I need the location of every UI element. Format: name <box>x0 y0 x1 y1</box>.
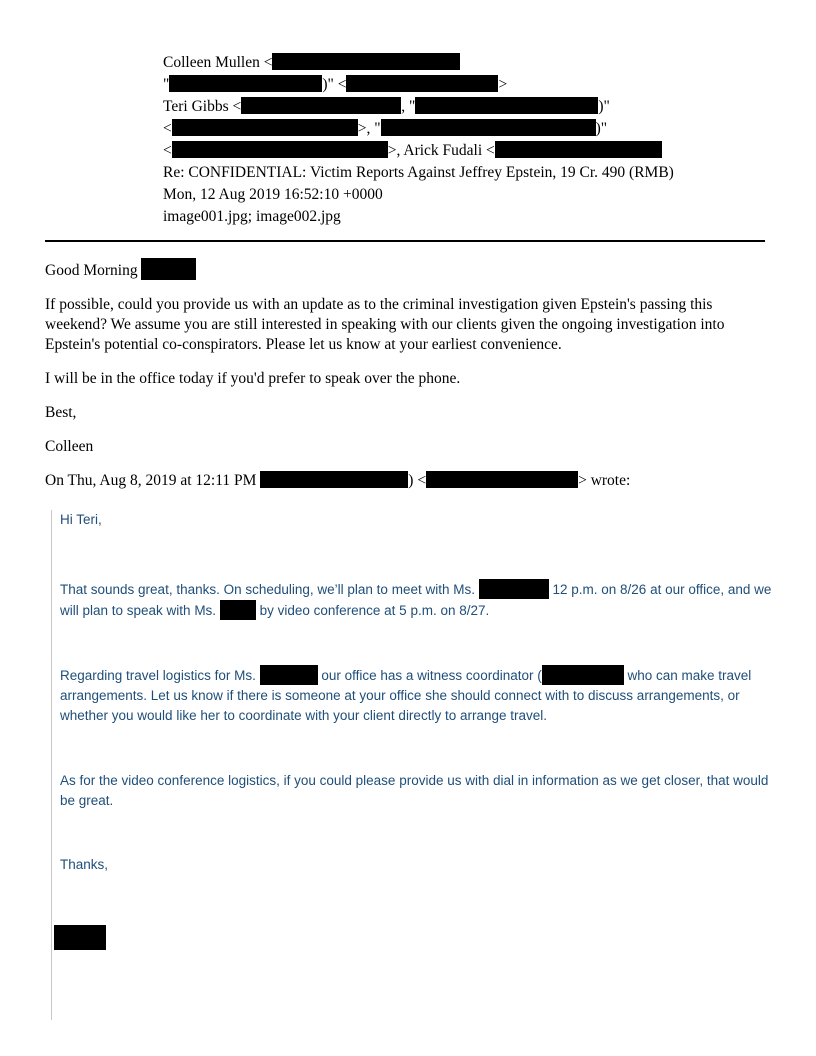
quoted-paragraph-2 <box>60 665 780 726</box>
redaction-block <box>542 665 624 685</box>
cc-separator: )" <box>598 98 610 115</box>
quoted-text: our office has a witness coordinator ( <box>321 668 542 683</box>
body-paragraph: If possible, could you provide us with an update as to the criminal investigation given Epstein's passing this weekend? We assume you are still interested in speaking with our clients given the ongoing investigation into Epstein's potential co-conspirators. Please let us know at your earliest convenience. <box>45 296 725 353</box>
quoted-thanks: Thanks, <box>60 857 109 872</box>
header-divider <box>45 240 765 242</box>
greeting: Good Morning <box>45 262 138 279</box>
redaction-block <box>479 579 549 599</box>
body-paragraph: I will be in the office today if you'd prefer to speak over the phone. <box>45 370 461 387</box>
message-body <box>45 258 770 505</box>
quoted-text: 12 p.m. on 8/26 at our office, and we will plan to speak with Ms. <box>60 582 772 618</box>
redaction-block <box>426 471 578 488</box>
greeting-line <box>45 258 770 281</box>
quoted-text: That sounds great, thanks. On scheduling, we’ll plan to meet with Ms. <box>60 582 475 597</box>
from-name: Colleen Mullen < <box>163 54 273 71</box>
redaction-block <box>381 119 596 136</box>
cc-separator: , " <box>401 98 416 115</box>
quoted-text: who can make travel arrangements. Let us know if there is someone at your office she should connect with to discuss arrangements, or whether you would like her to coordinate with your client directly to arrange travel. <box>60 668 752 723</box>
redaction-block <box>172 141 388 158</box>
quoted-paragraph-3: As for the video conference logistics, if you could please provide us with dial in information as we get closer, that would be great. <box>60 773 769 808</box>
to-quote: " <box>163 76 170 93</box>
cc-separator: )" <box>595 120 608 137</box>
redaction-block <box>141 258 196 280</box>
redaction-block <box>260 471 408 488</box>
redaction-block <box>169 75 322 92</box>
cc-name-2: >, Arick Fudali < <box>387 142 495 159</box>
redaction-block <box>260 665 318 685</box>
cc-name-1: Teri Gibbs < <box>163 98 242 115</box>
redaction-block <box>415 97 598 114</box>
quote-intro-separator: ) < <box>408 472 427 489</box>
cc-separator: < <box>163 142 172 159</box>
quoted-greeting: Hi Teri, <box>60 512 102 527</box>
cc-separator: < <box>163 120 172 137</box>
redaction-block <box>241 97 401 114</box>
signoff: Best, <box>45 404 77 421</box>
quoted-text: Regarding travel logistics for Ms. <box>60 668 256 683</box>
redaction-block <box>495 141 662 158</box>
quote-intro-end: > wrote: <box>578 472 631 489</box>
cc-separator: >, " <box>357 120 381 137</box>
redaction-block <box>172 119 358 136</box>
subject-value: Re: CONFIDENTIAL: Victim Reports Against Jeffrey Epstein, 19 Cr. 490 (RMB) <box>163 164 674 181</box>
quote-intro <box>45 471 770 491</box>
redaction-block <box>220 600 256 620</box>
redaction-block <box>54 925 106 950</box>
date-value: Mon, 12 Aug 2019 16:52:10 +0000 <box>163 186 383 203</box>
quote-intro-text: On Thu, Aug 8, 2019 at 12:11 PM <box>45 472 257 489</box>
redaction-block <box>346 75 498 92</box>
quoted-message <box>51 510 792 1020</box>
quoted-paragraph-1 <box>60 579 780 621</box>
to-separator: )" < <box>322 76 347 93</box>
inline-images-value: image001.jpg; image002.jpg <box>163 208 341 225</box>
redaction-block <box>272 53 460 70</box>
quoted-text: by video conference at 5 p.m. on 8/27. <box>259 603 490 618</box>
to-close: > <box>498 76 508 93</box>
signature: Colleen <box>45 438 94 455</box>
